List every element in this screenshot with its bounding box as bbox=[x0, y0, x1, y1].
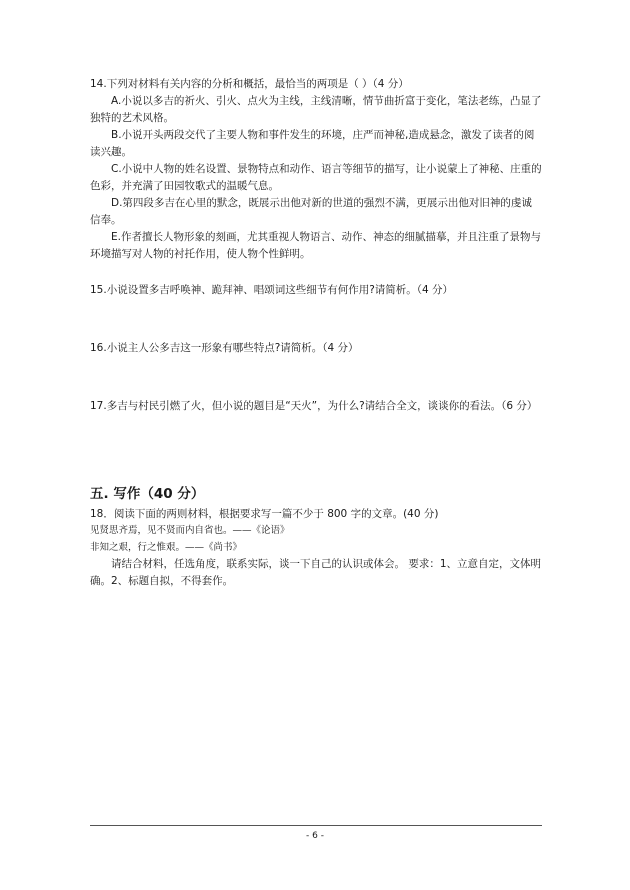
question-14-option-b: B.小说开头两段交代了主要人物和事件发生的环境，庄严而神秘,造成悬念，激发了读者的阅读兴趣。 bbox=[90, 129, 535, 158]
question-16: 16.小说主人公多吉这一形象有哪些特点?请简析。（4 分） bbox=[90, 342, 359, 354]
question-14-option-e: E.作者擅长人物形象的刻画，尤其重视人物语言、动作、神态的细腻描摹，并且注重了景物与环境描写对人物的衬托作用，使人物个性鲜明。 bbox=[90, 231, 541, 260]
question-18-stem: 18．阅读下面的两则材料，根据要求写一篇不少于 800 字的文章。(40 分) bbox=[90, 508, 439, 520]
question-15: 15.小说设置多吉呼唤神、跪拜神、唱颂词这些细节有何作用?请简析。（4 分） bbox=[90, 284, 454, 296]
section-writing-title: 五. 写作（40 分） bbox=[90, 486, 205, 502]
question-18-instruction: 请结合材料，任选角度，联系实际，谈一下自己的认识或体会。 要求：1、立意自定，文体明确。2、标题自拟，不得套作。 bbox=[90, 558, 542, 587]
page-number: - 6 - bbox=[306, 831, 324, 841]
question-14-option-c: C.小说中人物的姓名设置、景物特点和动作、语言等细节的描写，让小说蒙上了神秘、庄重的色彩，并充满了田园牧歌式的温暖气息。 bbox=[90, 163, 542, 192]
question-17: 17.多吉与村民引燃了火，但小说的题目是“天火”，为什么?请结合全文，谈谈你的看法。（6 分） bbox=[90, 400, 538, 412]
question-14-option-d: D.第四段多吉在心里的默念，既展示出他对新的世道的强烈不满，更展示出他对旧神的虔诚信奉。 bbox=[90, 197, 532, 226]
quote-shangshu: 非知之艰，行之惟艰。——《尚书》 bbox=[90, 542, 243, 553]
quote-lunyu: 见贤思齐焉，见不贤而内自省也。——《论语》 bbox=[90, 525, 290, 536]
question-14-stem: 14.下列对材料有关内容的分析和概括，最恰当的两项是（ ）（4 分） bbox=[90, 78, 409, 90]
question-14-option-a: A.小说以多吉的祈火、引火、点火为主线，主线清晰，情节曲折富于变化，笔法老练，凸显了独特的艺术风格。 bbox=[90, 95, 542, 124]
footer-rule bbox=[90, 825, 542, 826]
